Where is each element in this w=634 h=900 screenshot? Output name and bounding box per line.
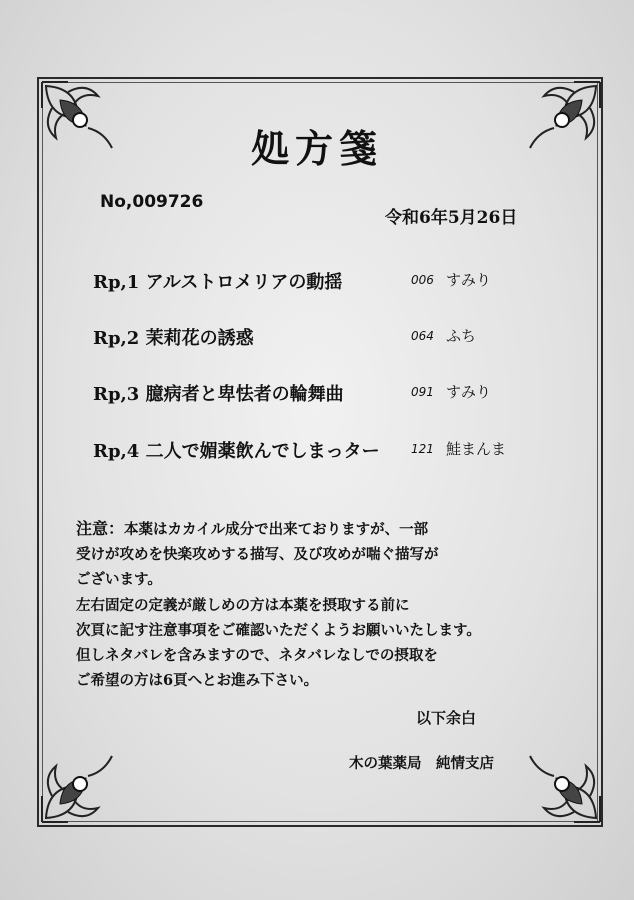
prescription-author: すみり — [446, 271, 492, 289]
prescription-label: Rp,4 二人で媚薬飲んでしまっター — [93, 441, 380, 462]
prescription-code: 064 — [411, 329, 434, 343]
prescription-code: 121 — [411, 442, 434, 456]
prescription-code: 091 — [411, 385, 434, 399]
floral-corner-ornament-icon — [38, 744, 120, 826]
notes-line: 受けが攻めを快楽攻めする描写、及び攻めが喘ぐ描写が — [76, 546, 439, 564]
notes-line: 左右固定の定義が厳しめの方は本薬を摂取する前に — [76, 596, 410, 614]
prescription-item — [0, 324, 634, 352]
floral-corner-ornament-icon — [522, 744, 604, 826]
prescription-item — [0, 437, 634, 465]
prescription-item — [0, 268, 634, 296]
notes-lead: 注意： — [76, 519, 125, 538]
prescription-author: 鮭まんま — [446, 440, 507, 458]
document-number: No,009726 — [100, 192, 204, 212]
notes-line: 次頁に記す注意事項をご確認いただくようお願いいたします。 — [76, 621, 481, 639]
remaining-blank-text: 以下余白 — [416, 709, 477, 727]
prescription-item — [0, 380, 634, 408]
pharmacy-name: 木の葉薬局 純情支店 — [349, 755, 494, 772]
prescription-label: Rp,3 臆病者と卑怯者の輪舞曲 — [93, 384, 344, 405]
prescription-label: Rp,1 アルストロメリアの動揺 — [93, 272, 343, 293]
document-date: 令和6年5月26日 — [385, 208, 518, 228]
notes-line: ご希望の方は6頁へとお進み下さい。 — [76, 672, 319, 690]
notes-line-text: 本薬はカカイル成分で出来ておりますが、一部 — [124, 521, 429, 538]
notes-line: 但しネタバレを含みますので、ネタバレなしでの摂取を — [76, 647, 438, 665]
notes-line — [76, 516, 596, 542]
notes-line: ございます。 — [76, 571, 162, 589]
caution-notes — [76, 516, 596, 693]
prescription-author: ふち — [446, 327, 477, 345]
prescription-author: すみり — [446, 383, 492, 401]
prescription-label: Rp,2 茉莉花の誘惑 — [93, 328, 254, 349]
document-title: 処方箋 — [250, 126, 383, 171]
prescription-code: 006 — [411, 273, 434, 287]
